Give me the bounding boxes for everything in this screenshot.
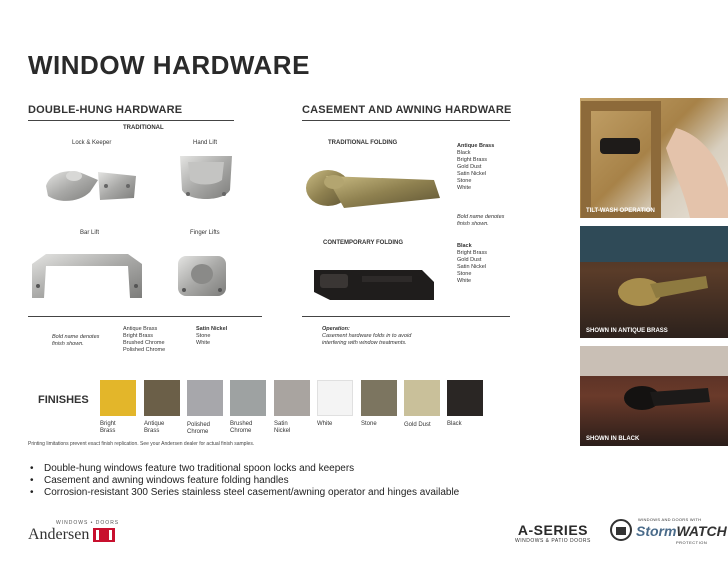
tilt-wash-photo [580, 98, 728, 218]
bullet-list [30, 463, 459, 499]
swatch-label: Bright Brass [100, 421, 116, 434]
dh-finishes-col1: Antique Brass Bright Brass Brushed Chrome Polished Chrome [123, 326, 166, 353]
dh-note: Bold name denotes finish shown. [52, 334, 100, 347]
divider [28, 316, 262, 317]
tilt-wash-caption: TILT-WASH OPERATION [586, 208, 655, 214]
swatch-label: Black [447, 421, 462, 427]
swatch-label: Satin Nickel [274, 421, 291, 434]
traditional-label: TRADITIONAL [123, 125, 164, 131]
swatch-label: White [317, 421, 333, 427]
bar-lift-label: Bar Lift [80, 230, 100, 236]
contemporary-folding-label: CONTEMPORARY FOLDING [323, 240, 404, 246]
casement-heading: CASEMENT AND AWNING HARDWARE [302, 104, 512, 116]
antique-brass-caption: SHOWN IN ANTIQUE BRASS [586, 328, 668, 334]
divider [28, 120, 234, 121]
swatch-label: Brushed Chrome [230, 421, 253, 434]
swatch-polished-chrome [187, 380, 223, 416]
tf-note: Bold name denotes finish shown. [457, 214, 505, 227]
a-series-logo: A-SERIES WINDOWS & PATIO DOORS [515, 522, 591, 544]
bar-lift-image [28, 244, 146, 304]
lock-keeper-label: Lock & Keeper [72, 140, 112, 146]
finger-lift-image [176, 252, 228, 300]
operation-note: Operation: Casement hardware folds in to avoid interfering with window treatments. [322, 326, 412, 346]
stormwatch-logo: WINDOWS AND DOORS WITH StormWATCH PROTECTION [610, 517, 722, 547]
swatch-brushed-chrome [230, 380, 266, 416]
traditional-folding-image [304, 158, 444, 218]
list-item: • Double-hung windows feature two traditional spoon locks and keepers [30, 463, 355, 474]
antique-brass-photo [580, 226, 728, 338]
swatch-black [447, 380, 483, 416]
finishes-heading: FINISHES [38, 394, 89, 406]
swatch-bright-brass [100, 380, 136, 416]
tilt-wash-image [580, 98, 728, 218]
house-icon [610, 519, 632, 541]
hand-lift-image [174, 150, 238, 206]
swatch-label: Polished Chrome [187, 422, 211, 435]
finger-lift-label: Finger Lifts [190, 230, 220, 236]
swatch-gold-dust [404, 380, 440, 416]
swatch-satin-nickel [274, 380, 310, 416]
list-item: • Corrosion-resistant 300 Series stainless steel casement/awning operator and hinges available [30, 487, 460, 498]
divider [302, 120, 510, 121]
tf-finishes: Antique Brass Black Bright Brass Gold Dust Satin Nickel Stone White [457, 143, 495, 191]
cf-finishes: Black Bright Brass Gold Dust Satin Nickel Stone White [457, 243, 487, 284]
swatch-stone [361, 380, 397, 416]
hand-lift-label: Hand Lift [193, 140, 218, 146]
lock-keeper-image [40, 158, 140, 214]
page-title: WINDOW HARDWARE [28, 50, 310, 80]
traditional-folding-label: TRADITIONAL FOLDING [328, 140, 398, 146]
double-hung-heading: DOUBLE-HUNG HARDWARE [28, 104, 183, 116]
swatch-white [317, 380, 353, 416]
andersen-logo: WINDOWS • DOORS Andersen [28, 520, 120, 543]
black-hardware-image [580, 346, 728, 446]
list-item: • Casement and awning windows feature folding handles [30, 475, 289, 486]
swatch-antique-brass [144, 380, 180, 416]
antique-brass-image [580, 226, 728, 338]
divider [302, 316, 510, 317]
contemporary-folding-image [310, 262, 440, 310]
black-caption: SHOWN IN BLACK [586, 436, 640, 442]
swatch-label: Stone [361, 421, 377, 427]
dh-finishes-col2: Satin Nickel Stone White [196, 326, 228, 346]
finish-disclaimer: Printing limitations prevent exact finish replication. See your Andersen dealer for actual finish samples. [28, 441, 255, 447]
black-photo [580, 346, 728, 446]
swatch-label: Antique Brass [144, 421, 165, 434]
swatch-label: Gold Dust [404, 422, 431, 428]
